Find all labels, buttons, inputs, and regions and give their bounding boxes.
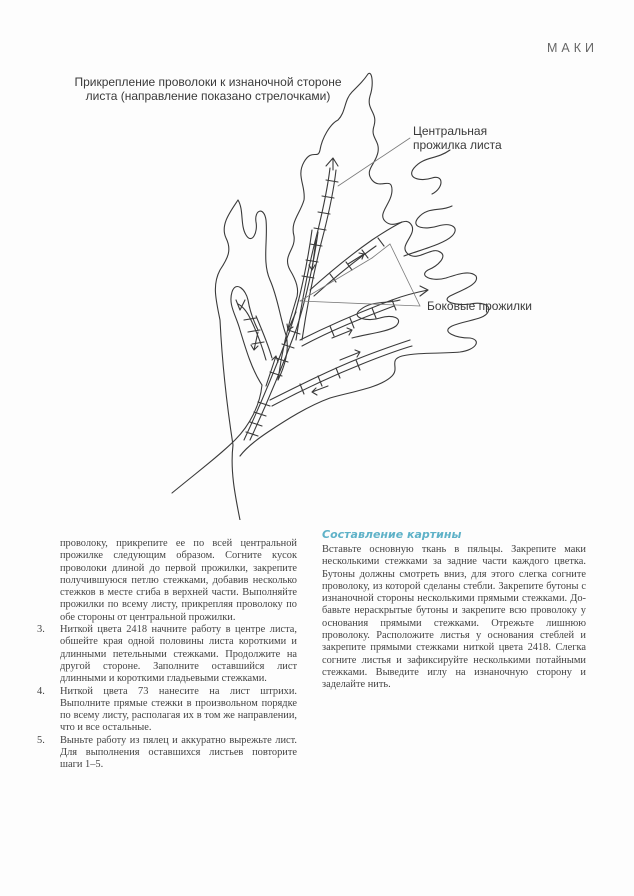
lateral-vein-right-upper-parallel <box>314 246 376 296</box>
step-number: 5. <box>37 734 45 746</box>
assembly-paragraph: Вставьте основную ткань в пяльцы. Закрепите маки несколькими стежками за задние части каждого цветка. Бутоны должны смотреть вниз, для этого слегка согните проволоку, из которой сделаны стебли. Закрепите бутоны с изнаночной стороны несколькими прямыми стежками. Добавьте нераскрытые бутоны и закрепите всю проволоку у основания прямыми стежками. Отрежьте лишнюю проволоку. Расположите листья у основания стеблей и закрепите прямыми стежками ниткой цвета 2418. Слегка согните листья и зафиксируйте несколькими потайными стежками. Выведите иглу на изнаночную сторону и заделайте нить. <box>322 544 586 691</box>
step-4 <box>37 685 297 735</box>
central-vein-stitches <box>246 330 300 436</box>
lateral-vein-right-lower-parallel <box>272 346 412 406</box>
central-vein-upper-stitches <box>302 158 338 278</box>
leaf-stem-lower <box>232 445 240 520</box>
running-title: МАКИ <box>546 41 598 55</box>
figure-caption-line: листа (направление показано стрелочками) <box>85 89 331 103</box>
lateral-vein-right-mid <box>300 290 428 340</box>
continuation-paragraph: проволоку, прикрепите ее по всей центральной прожилке следующим образом. Согните кусок проволоки длиной до первой прожилки, закрепите получившуюся петлю стежками, добавив несколько стежков в месте сгиба в верхней части. Выполняйте прожилки по всему листу, прикрепляя проволоку по обе стороны от центральной прожилки. <box>60 538 297 623</box>
right-column <box>322 544 586 692</box>
step-3 <box>37 624 297 685</box>
lateral-vein-right-mid-parallel <box>302 306 394 346</box>
label-central-vein-line: прожилка листа <box>413 138 502 152</box>
step-text: Выньте работу из пялец и аккуратно вырежьте лист. Для выполнения оставшихся листьев повторите шаги 1–5. <box>60 734 297 771</box>
step-5 <box>37 734 297 772</box>
step-text: Ниткой цвета 2418 начните работу в центре листа, обшейте края одной половины листа короткими и длинными петельными стежками. Продолжите на другой стороне. Заполните оставшийся лист длинными и короткими гладьевыми стежками. <box>60 624 297 685</box>
lateral-vein-left <box>238 304 266 360</box>
leaf-stem <box>172 385 262 493</box>
label-central-vein <box>413 124 502 152</box>
lateral-vein-right-lower <box>270 340 410 400</box>
step-number: 3. <box>37 624 45 636</box>
label-central-vein-line: Центральная <box>413 124 488 138</box>
leaf-outline-top <box>278 73 440 380</box>
figure-caption-line: Прикрепление проволоки к изнаночной стороне <box>74 75 342 89</box>
leaf-outline-left <box>215 200 287 445</box>
left-column <box>37 538 297 772</box>
step-text: Ниткой цвета 73 нанесите на лист штрихи. Выполните прямые стежки в произвольном порядке по всему листу, располагая их в том же направлении, что и все остальные. <box>60 685 297 734</box>
central-vein-upper-parallel <box>302 170 336 340</box>
label-lateral-veins: Боковые прожилки <box>427 299 533 313</box>
central-vein <box>244 230 312 440</box>
leaf-outline-right <box>240 252 489 456</box>
section-heading: Составление картины <box>322 528 462 541</box>
lateral-vein-left-stitches <box>236 300 264 344</box>
step-number: 4. <box>37 685 45 697</box>
leaf-fold <box>412 150 450 194</box>
